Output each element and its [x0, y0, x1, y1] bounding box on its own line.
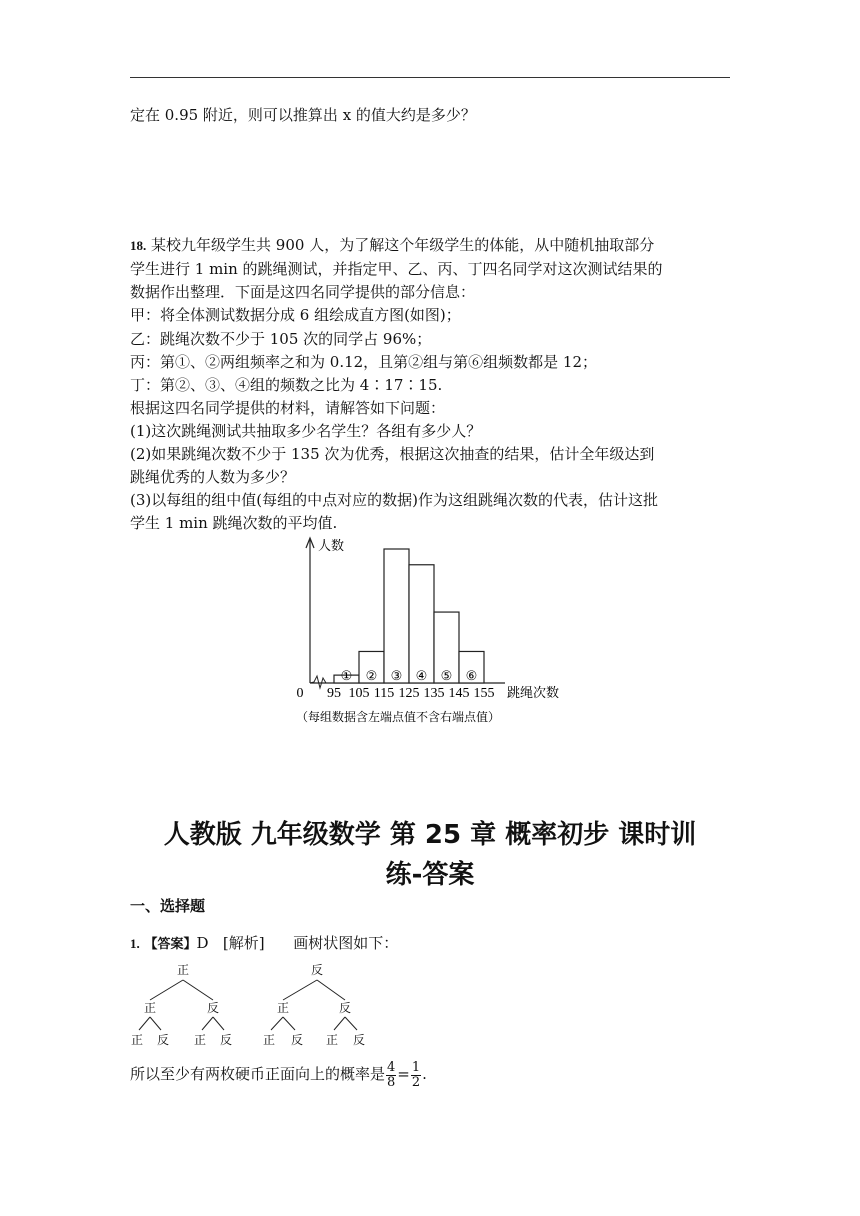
- tree2-leaf-3: 正: [325, 1033, 339, 1047]
- tree2-leaf-2: 反: [290, 1033, 304, 1047]
- chart-caption: （每组数据含左端点值不含右端点值）: [296, 710, 501, 724]
- q18-line-1: 18. 某校九年级学生共 900 人，为了解这个年级学生的体能，从中随机抽取部分: [130, 236, 655, 254]
- q18-line-13: 学生 1 min 跳绳次数的平均值.: [130, 514, 338, 532]
- chart-bars: [334, 549, 484, 683]
- analysis-text: 画树状图如下：: [293, 934, 399, 952]
- x-axis-label: 跳绳次数: [507, 685, 560, 700]
- tree1-leaf-3: 正: [193, 1033, 207, 1047]
- x-tick-label: 135: [423, 686, 445, 701]
- q18-line-5: 乙：跳绳次数不少于 105 次的同学占 96%；: [130, 330, 432, 348]
- tree1-mid-2: 反: [206, 1001, 220, 1015]
- fraction-4-8: $\frac{4}{8}$: [387, 1059, 396, 1090]
- q18-line-10: (2)如果跳绳次数不少于 135 次为优秀，根据这次抽查的结果，估计全年级达到: [130, 445, 655, 463]
- x-tick-label: 155: [473, 686, 495, 701]
- q18-line-9: (1)这次跳绳测试共抽取多少名学生？各组有多少人？: [130, 422, 482, 440]
- tree2-root: 反: [310, 963, 324, 977]
- q18-line-12: (3)以每组的组中值(每组的中点对应的数据)作为这组跳绳次数的代表，估计这批: [130, 491, 658, 509]
- axis-break: [310, 676, 326, 688]
- q18-line-3: 数据作出整理．下面是这四名同学提供的部分信息：: [130, 283, 476, 301]
- tree2-leaf-1: 正: [262, 1033, 276, 1047]
- bar-group-label: ④: [415, 668, 428, 683]
- bar-group-label: ①: [340, 668, 353, 683]
- q18-line-8: 根据这四名同学提供的材料，请解答如下问题：: [130, 399, 446, 417]
- tree1-leaf-1: 正: [130, 1033, 144, 1047]
- histogram-bar: [384, 549, 409, 683]
- q18-line-6: 丙：第①、②两组频率之和为 0.12，且第②组与第⑥组频数都是 12；: [130, 353, 598, 371]
- tree2-mid-2: 反: [338, 1001, 352, 1015]
- x-tick-label: 125: [398, 686, 420, 701]
- tree2-mid-1: 正: [276, 1001, 290, 1015]
- x-tick-label: 115: [373, 686, 395, 701]
- answer-tag: 【答案】: [144, 937, 197, 952]
- section-heading: 一、选择题: [130, 897, 206, 915]
- q17-tail-text: 定在 0.95 附近，则可以推算出 x 的值大约是多少？: [130, 106, 476, 124]
- q18-number: 18.: [130, 238, 147, 253]
- histogram-bar: [409, 565, 434, 683]
- q18-line-2: 学生进行 1 min 的跳绳测试，并指定甲、乙、丙、丁四名同学对这次测试结果的: [130, 260, 663, 278]
- answer-1-number: 1.: [130, 936, 140, 951]
- tree1-leaf-4: 反: [219, 1033, 233, 1047]
- q18-line-4: 甲：将全体测试数据分成 6 组绘成直方图(如图)；: [130, 306, 461, 324]
- analysis-tag: [解析]: [222, 934, 265, 952]
- answer-title-line-1: 人教版 九年级数学 第 25 章 概率初步 课时训: [163, 820, 697, 850]
- header-rule: [130, 77, 730, 78]
- tree1-mid-1: 正: [143, 1001, 157, 1015]
- origin-label: 0: [296, 686, 304, 701]
- bar-group-label: ⑤: [440, 668, 453, 683]
- x-tick-label: 145: [448, 686, 470, 701]
- tree1-root: 正: [176, 963, 190, 977]
- bar-group-label: ②: [365, 668, 378, 683]
- x-tick-label: 105: [348, 686, 370, 701]
- tree2-leaf-4: 反: [352, 1033, 366, 1047]
- bar-group-label: ③: [390, 668, 403, 683]
- answer-choice: D: [196, 934, 209, 952]
- q18-line-7: 丁：第②、③、④组的频数之比为 4∶17∶15.: [130, 376, 443, 394]
- fraction-1-2: $\frac{1}{2}$: [411, 1059, 421, 1090]
- bar-group-label: ⑥: [465, 668, 478, 683]
- y-axis-label: 人数: [318, 538, 345, 553]
- answer-1-line: [130, 933, 398, 955]
- answer-title-line-2: 练-答案: [385, 860, 475, 890]
- answer-1-conclusion: 所以至少有两枚硬币正面向上的概率是 $\frac{4}{8}$ = $\frac{1}{2}$ .: [130, 1059, 427, 1090]
- histogram-chart: [280, 530, 610, 730]
- tree-diagram: [125, 960, 385, 1050]
- x-tick-label: 95: [327, 686, 341, 701]
- q18-line-11: 跳绳优秀的人数为多少？: [130, 468, 296, 486]
- tree1-leaf-2: 反: [156, 1033, 170, 1047]
